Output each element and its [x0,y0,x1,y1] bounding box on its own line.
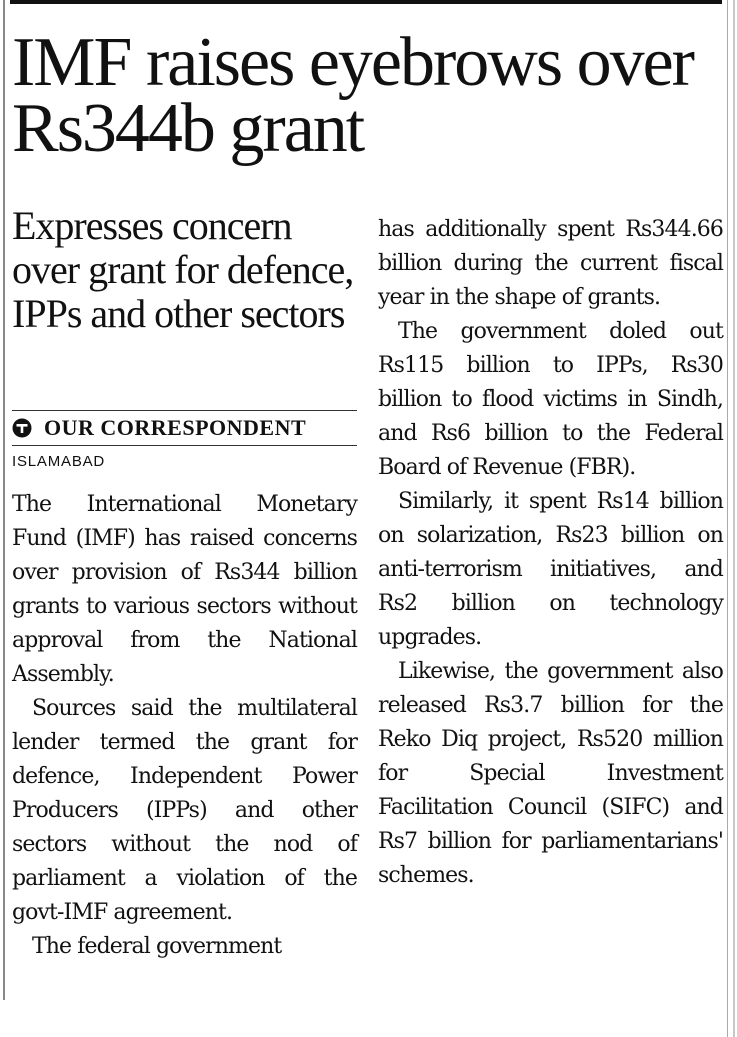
article-column-1 [12,488,357,964]
right-edge-rule [733,0,735,1037]
paragraph-1: The International Monetary Fund (IMF) has raised concerns over provision of Rs344 billion grants to various sectors without approval from the National Assembly. [12,492,357,687]
dateline: ISLAMABAD [12,453,106,470]
paragraph-5: Similarly, it spent Rs14 billion on solarization, Rs23 billion on anti-terrorism initiatives, and Rs2 billion on technology upgrades. [378,489,723,650]
byline-author: OUR CORRESPONDENT [44,415,307,440]
headline: IMF raises eyebrows over Rs344b grant [12,24,693,167]
article-column-2 [378,213,723,893]
paragraph-2: Sources said the multilateral lender termed the grant for defence, Independent Power Producers (IPPs) and other sectors without the nod of parliament a violation of the govt-IMF agreement. [12,696,357,925]
express-tribune-t-icon [12,418,32,438]
paragraph-6: Likewise, the government also released Rs3.7 billion for the Reko Diq project, Rs520 million for Special Investment Facilitation Council (SIFC) and Rs7 billion for parliamentarians' schemes. [378,659,723,888]
left-column-rule [3,0,5,1000]
paragraph-3-continued: has additionally spent Rs344.66 billion during the current fiscal year in the shape of grants. [378,217,723,310]
paragraph-4: The government doled out Rs115 billion to IPPs, Rs30 billion to flood victims in Sindh, and Rs6 billion to the Federal Board of Revenue (FBR). [378,319,723,480]
paragraph-3-start: The federal government [32,934,282,959]
byline [12,410,357,446]
top-rule [10,0,722,4]
deck-subheadline: Expresses concern over grant for defence, IPPs and other sectors [12,203,354,336]
right-column-rule [727,0,728,1037]
